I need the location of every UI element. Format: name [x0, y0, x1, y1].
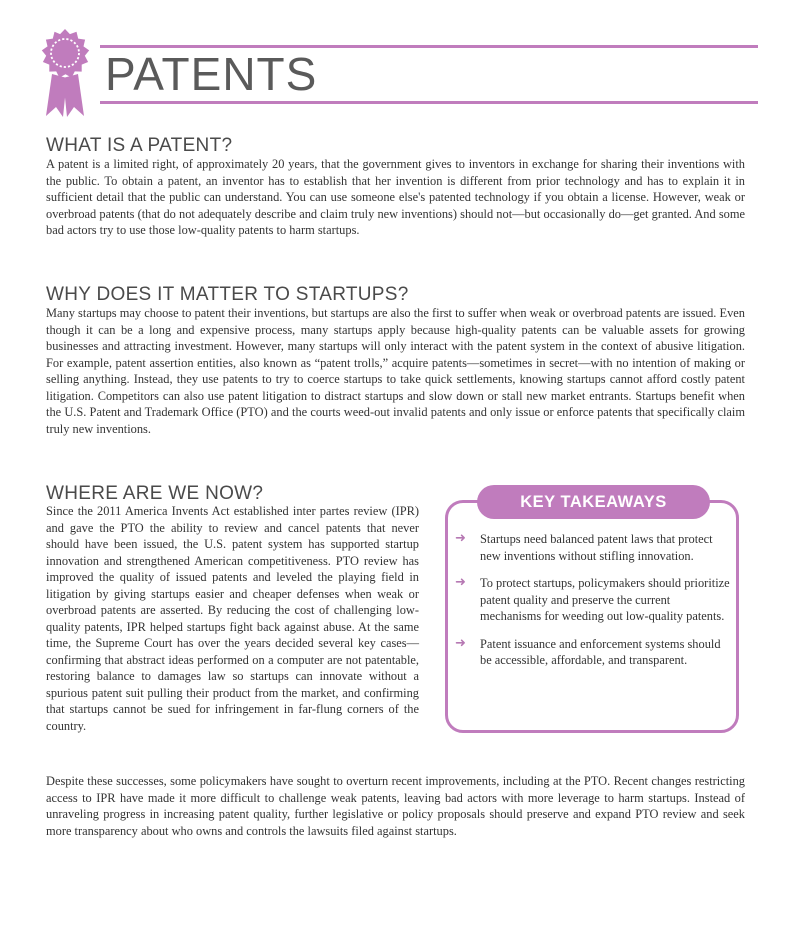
key-takeaway-item — [455, 636, 730, 669]
paragraph-why-it-matters: Many startups may choose to patent their inventions, but startups are also the first to suffer when weak or overbroad patents are issued. Even though it can be a long and expensive process, many startups apply because high-quality patents can be valuable assets for growing businesses and attracting investment. However, many startups will only interact with the patent system in the context of abusive litigation. For example, patent assertion entities, also known as “patent trolls,” acquire patents—sometimes in secret—with no intention of making or selling anything. Instead, they use patents to try to coerce startups to take quick settlements, knowing startups cannot afford costly patent litigation. Competitors can also use patent litigation to distract startups and slow down or stall new market entrants. Startups benefit when the U.S. Patent and Trademark Office (PTO) and the courts weed-out invalid patents and only issue or enforce patents that specifically claim truly new inventions. — [46, 306, 745, 436]
heading-what-is-a-patent: WHAT IS A PATENT? — [46, 135, 233, 156]
key-takeaway-item — [455, 531, 730, 564]
heading-why-it-matters: WHY DOES IT MATTER TO STARTUPS? — [46, 284, 409, 305]
arrow-right-icon: ➜ — [455, 575, 466, 590]
key-takeaways-list — [455, 531, 730, 669]
key-takeaway-text: Patent issuance and enforcement systems should be accessible, affordable, and transparent. — [480, 636, 721, 667]
heading-where-are-we-now: WHERE ARE WE NOW? — [46, 483, 264, 504]
key-takeaway-text: Startups need balanced patent laws that protect new inventions without stifling innovation. — [480, 532, 713, 563]
page-header — [0, 0, 791, 120]
arrow-right-icon: ➜ — [455, 635, 466, 651]
header-bottom-rule — [100, 101, 758, 104]
page-title: PATENTS — [105, 48, 318, 100]
key-takeaway-item — [455, 575, 730, 625]
key-takeaway-text: To protect startups, policymakers should prioritize patent quality and preserve the current mechanisms for weeding out low-quality patents. — [480, 576, 730, 623]
paragraph-where-are-we-now: Since the 2011 America Invents Act established inter partes review (IPR) and gave the PTO the ability to review and cancel patents that never should have been issued, the U.S. patent system has supported startup innovation and strengthened American competitiveness. PTO review has improved the quality of issued patents and leveled the playing field in litigation by giving startups easier and cheaper defenses when weak or overbroad patents are asserted. By reducing the cost of challenging low-quality patents, IPR helped startups fight back against abuse. At the same time, the Supreme Court has over the years decided several key cases—confirming that abstract ideas performed on a computer are not patentable, restoring balance to damages law so startups can innovate without a spurious patent suit pulling their product from the market, and confirming that startups cannot be sued for infringement in far-flung corners of the country. — [46, 504, 419, 733]
paragraph-what-is-a-patent: A patent is a limited right, of approximately 20 years, that the government gives to inventors in exchange for sharing their inventions with the public. To obtain a patent, an inventor has to establish that her invention is different from prior technology and has to explain it in sufficient detail that the public can understand. You can use someone else's patented technology if you obtain a license. However, weak or overbroad patents (that do not adequately describe and claim truly new inventions) should not—but occasionally do—get granted. And some bad actors try to use those low-quality patents to harm startups. — [46, 157, 745, 237]
award-ribbon-icon — [32, 28, 98, 120]
paragraph-closing: Despite these successes, some policymakers have sought to overturn recent improvements, including at the PTO. Recent changes restricting access to IPR have made it more difficult to challenge weak patents, leaving bad actors with more leverage to harm startups. Instead of unraveling progress in increasing patent quality, further legislative or policy proposals should preserve and expand PTO review and seek more transparency about who owns and controls the lawsuits filed against startups. — [46, 774, 745, 838]
arrow-right-icon: ➜ — [455, 531, 466, 546]
key-takeaways-title: KEY TAKEAWAYS — [477, 485, 710, 519]
